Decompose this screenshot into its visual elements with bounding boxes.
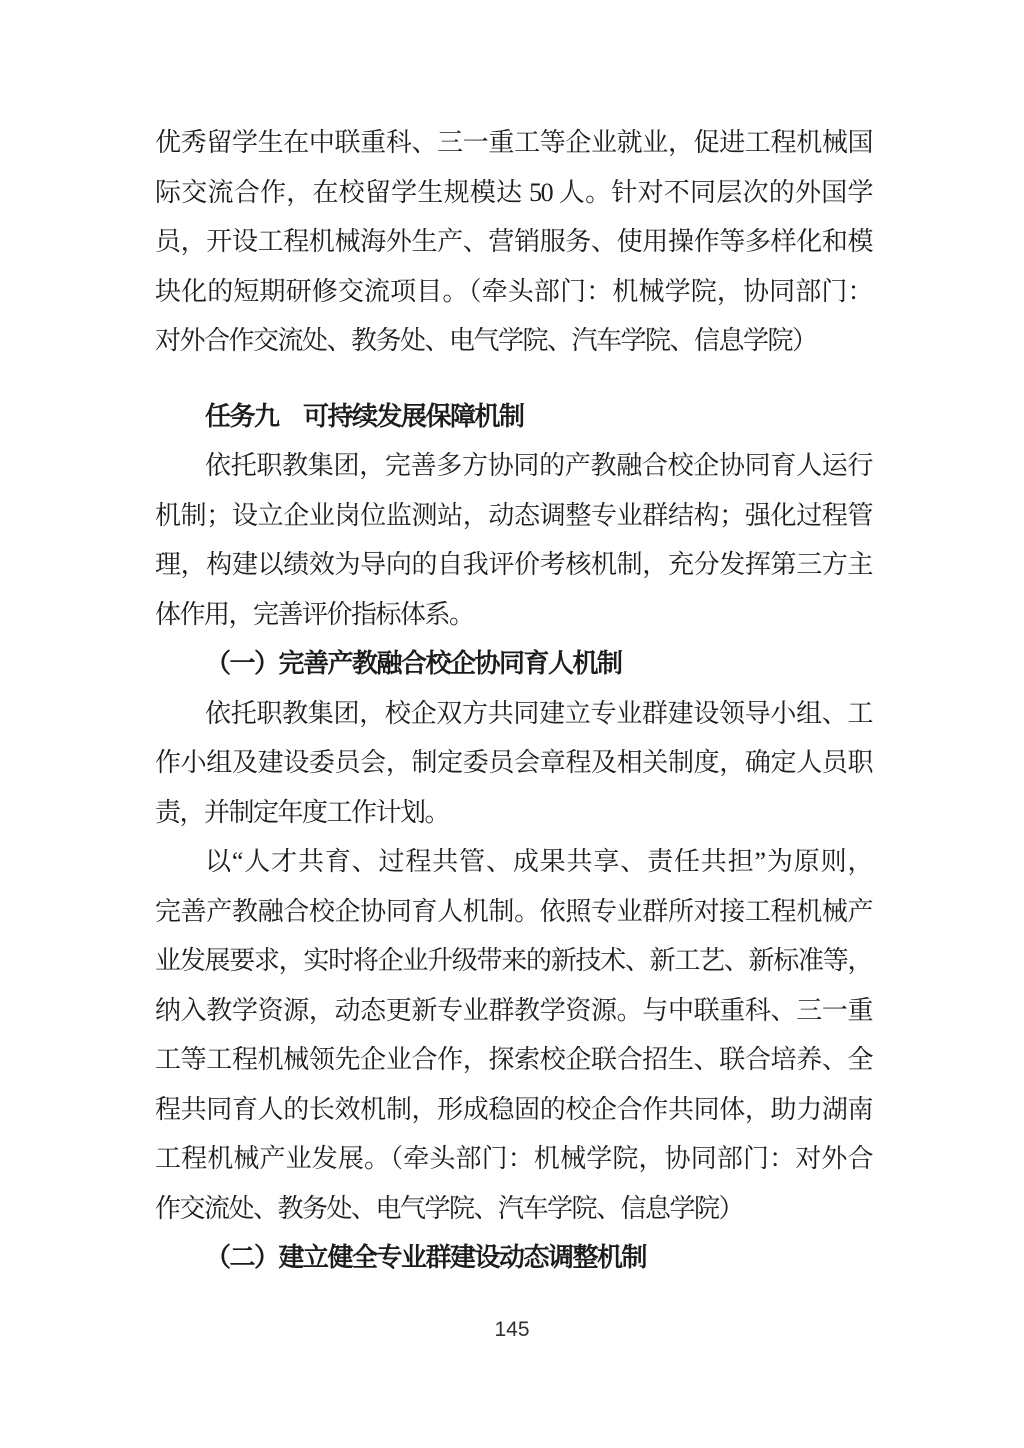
text-line: 际交流合作，在校留学生规模达 50 人。针对不同层次的外国学 — [155, 177, 872, 207]
heading-text: （二）建立健全专业群建设动态调整机制 — [205, 1243, 647, 1272]
text-line: 以“人才共育、过程共管、成果共享、责任共担”为原则， — [205, 847, 872, 876]
text-line: 作小组及建设委员会，制定委员会章程及相关制度，确定人员职 — [155, 748, 872, 777]
paragraph-continued — [155, 118, 872, 366]
text-line: 优秀留学生在中联重科、三一重工等企业就业，促进工程机械国 — [155, 128, 872, 157]
text-line: 理，构建以绩效为导向的自我评价考核机制，充分发挥第三方主 — [155, 550, 872, 579]
text-line: 纳入教学资源，动态更新专业群教学资源。与中联重科、三一重 — [155, 995, 872, 1025]
text-line: 体作用，完善评价指标体系。 — [155, 599, 474, 629]
heading-text: 任务九 可持续发展保障机制 — [205, 401, 524, 431]
text-line: 依托职教集团，校企双方共同建立专业群建设领导小组、工 — [205, 698, 872, 728]
page-content — [155, 118, 872, 1283]
text-line: 工等工程机械领先企业合作，探索校企联合招生、联合培养、全 — [155, 1045, 872, 1074]
text-line: 块化的短期研修交流项目。（牵头部门：机械学院，协同部门： — [155, 276, 872, 306]
text-line: 作交流处、教务处、电气学院、汽车学院、信息学院） — [155, 1193, 744, 1223]
text-line: 程共同育人的长效机制，形成稳固的校企合作共同体，助力湖南 — [155, 1094, 872, 1124]
section-heading-sub1 — [155, 639, 872, 689]
text-line: 员，开设工程机械海外生产、营销服务、使用操作等多样化和模 — [155, 227, 872, 256]
text-line: 完善产教融合校企协同育人机制。依照专业群所对接工程机械产 — [155, 896, 872, 926]
text-line: 业发展要求，实时将企业升级带来的新技术、新工艺、新标准等， — [155, 946, 872, 975]
heading-text: （一）完善产教融合校企协同育人机制 — [205, 649, 622, 678]
section-heading-sub2 — [155, 1233, 872, 1283]
paragraph — [155, 689, 872, 838]
page-number: 145 — [494, 1318, 530, 1341]
text-line: 机制；设立企业岗位监测站，动态调整专业群结构；强化过程管 — [155, 500, 872, 530]
text-line: 依托职教集团，完善多方协同的产教融合校企协同育人运行 — [205, 451, 872, 480]
section-heading-task9 — [155, 392, 872, 442]
text-line: 工程机械产业发展。（牵头部门：机械学院，协同部门：对外合 — [155, 1144, 872, 1173]
text-line: 对外合作交流处、教务处、电气学院、汽车学院、信息学院） — [155, 326, 817, 355]
paragraph — [155, 441, 872, 639]
text-line: 责，并制定年度工作计划。 — [155, 797, 450, 827]
paragraph — [155, 837, 872, 1233]
